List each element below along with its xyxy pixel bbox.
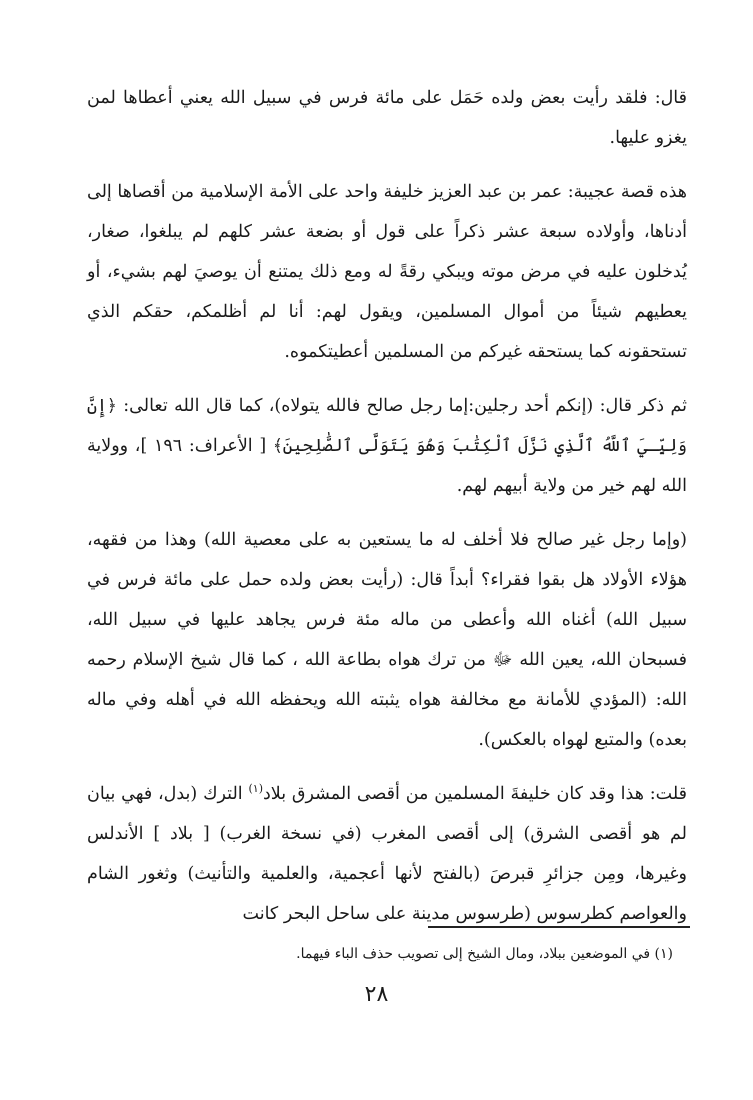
paragraph-4: (وإما رجل غير صالح فلا أخلف له ما يستعين به على معصية الله) وهذا من فقهه، هؤلاء الأولاد هل بقوا فقراء؟ أبداً قال: (رأيت بعض ولده حمل على مائة فرس في سبيل الله) أغناه الله وأعطى من ماله مئة فرس يجاهد عليها في سبيل الله، فسبحان الله، يعين الله ﷻ من ترك هواه بطاعة الله ، كما قال شيخ الإسلام رحمه الله: (المؤدي للأمانة مع مخالفة هواه يثبته الله ويحفظه الله في أهله وفي ماله بعده) والمتبع لهواه بالعكس). — [87, 530, 687, 750]
page-number: ٢٨ — [364, 982, 389, 1007]
paragraph-5-intro: قلت: هذا وقد كان خليفةَ المسلمين من أقصى المشرق بلاد — [263, 784, 688, 804]
paragraph-3-outro: [ الأعراف: ١٩٦ ]، وولاية الله لهم خير من ولاية أبيهم لهم. — [87, 436, 687, 496]
footnote-text: (١) في الموضعين ببلاد، ومال الشيخ إلى تصويب حذف الباء فيهما. — [296, 946, 673, 962]
paragraph-3 — [87, 386, 687, 506]
paragraph-5 — [87, 774, 687, 934]
paragraph-1: قال: فلقد رأيت بعض ولده حَمَل على مائة فرس في سبيل الله يعني أعطاها لمن يغزو عليها. — [87, 88, 687, 148]
body-text — [87, 78, 687, 934]
paragraph-3-intro: ثم ذكر قال: (إنكم أحد رجلين:إما رجل صالح فالله يتولاه)، كما قال الله تعالى: — [116, 396, 687, 416]
footnote-divider — [428, 926, 690, 928]
paragraph-2: هذه قصة عجيبة: عمر بن عبد العزيز خليفة واحد على الأمة الإسلامية من أقصاها إلى أدناها، وأولاده سبعة عشر ذكراً على قول أو بضعة عشر كلهم لم يبلغوا، صغار، يُدخلون عليه في مرض موته ويبكي رقةً له ومع ذلك يمتنع أن يوصيَ لهم بشيء، أو يعطيهم شيئاً من أموال المسلمين، ويقول لهم: أنا لم أظلمكم، حقكم الذي تستحقونه كما يستحقه غيركم من المسلمين أعطيتكموه. — [87, 182, 687, 362]
paragraph-5-rest: الترك (بدل، فهي بيان لم هو أقصى الشرق) إلى أقصى المغرب (في نسخة الغرب) [ بلاد ] الأندلس وغيرها، ومِن جزائرِ قبرصَ (بالفتح لأنها أعجمية، والعلمية والتأنيث) وثغور الشام والعواصم كطرسوس (طرسوس مدينة على ساحل البحر كانت — [87, 784, 687, 924]
quran-verse: ﴿إِنَّ وَلِيِّـيَ ٱللَّهُ ٱلَّذِي نَزَّلَ ٱلْكِتَٰبَ وَهُوَ يَتَوَلَّى ٱلصَّٰلِحِينَ﴾ — [87, 396, 687, 456]
footnote-reference[interactable]: (١) — [248, 782, 263, 796]
